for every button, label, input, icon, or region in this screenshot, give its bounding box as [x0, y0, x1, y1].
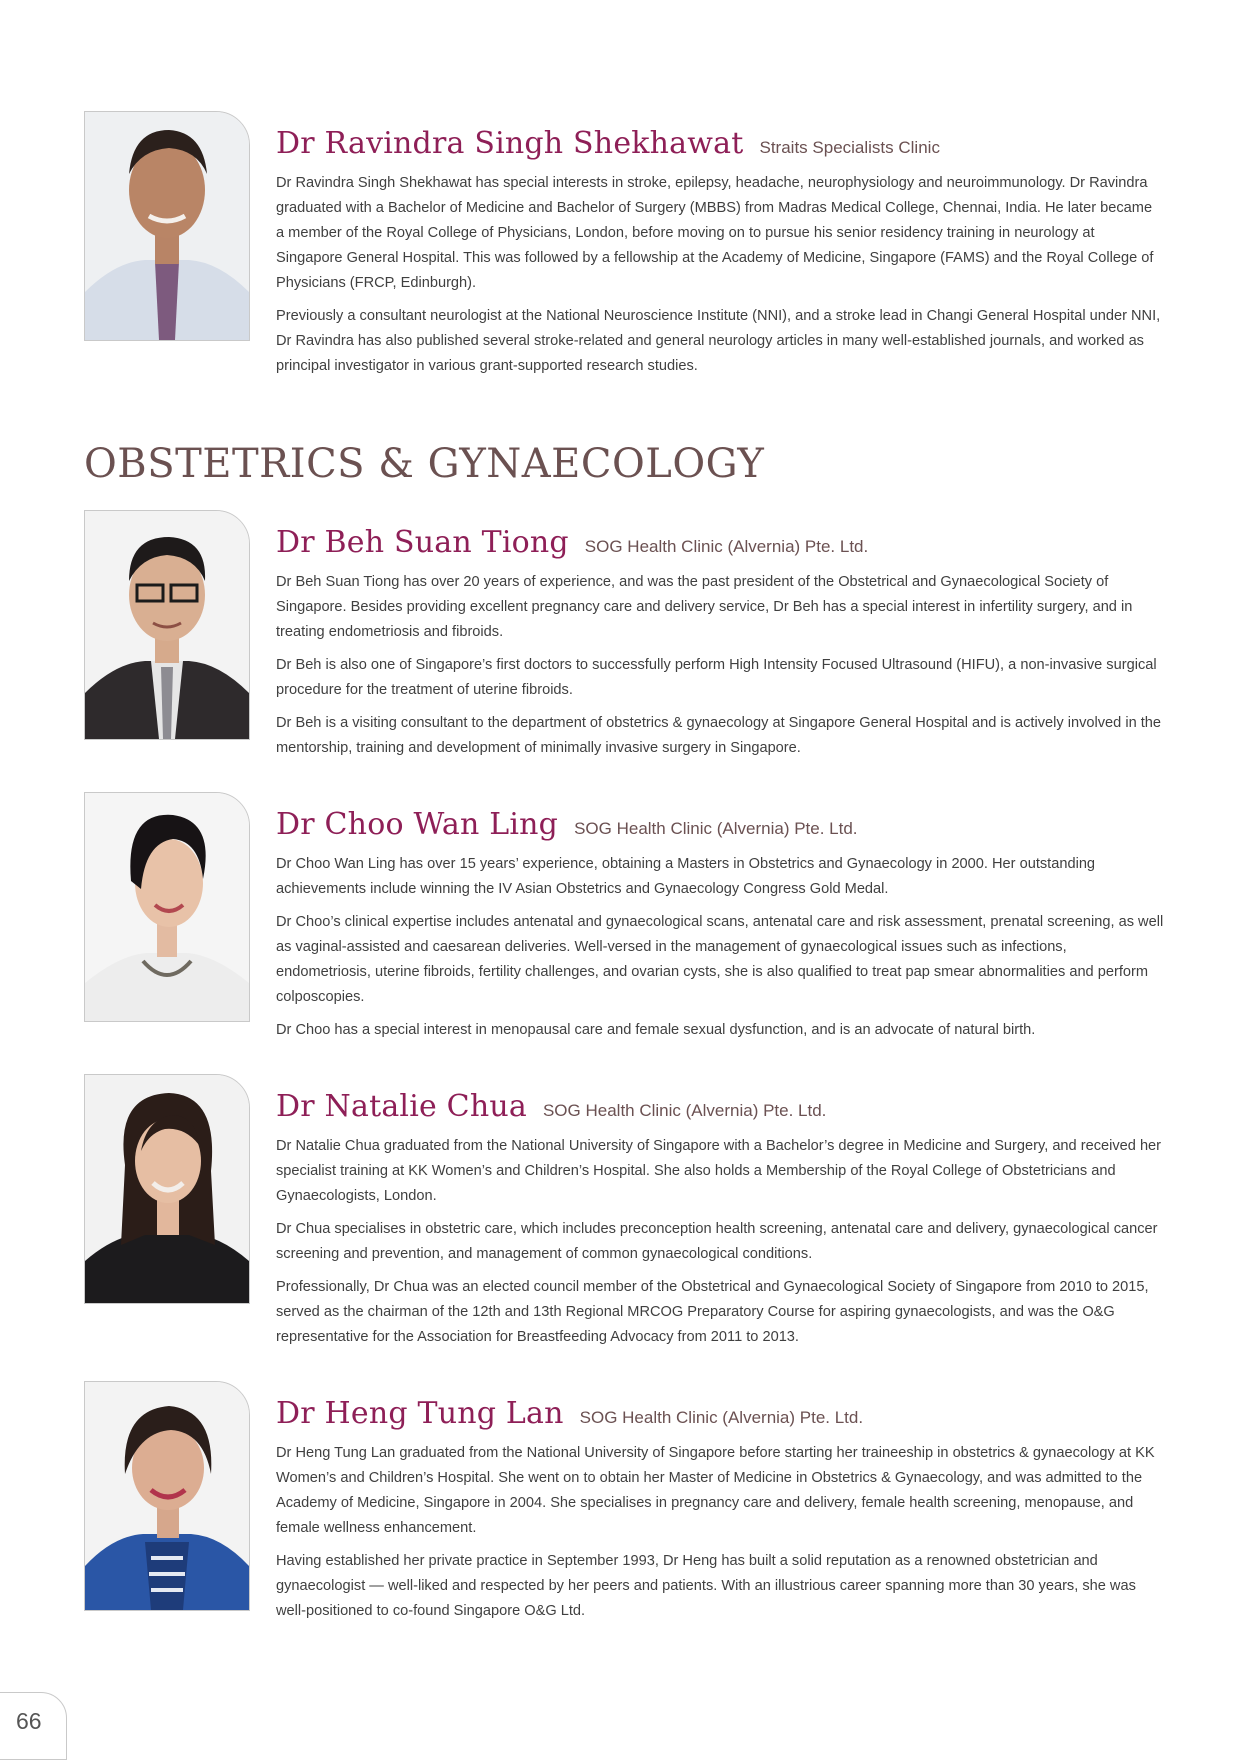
clinic-name: SOG Health Clinic (Alvernia) Pte. Ltd. [579, 1408, 864, 1427]
doctor-heading [276, 126, 1164, 161]
bio-paragraph: Dr Chua specialises in obstetric care, which includes preconception health screening, antenatal care and delivery, gynaecological cancer screening and prevention, and management of common gynaecological conditions. [276, 1221, 1158, 1262]
bio-paragraph: Dr Beh is a visiting consultant to the department of obstetrics & gynaecology at Singapore General Hospital and is actively involved in the mentorship, training and development of minimally invasive surgery in Singapore. [276, 715, 1162, 756]
section-title: OBSTETRICS & GYNAECOLOGY [84, 441, 765, 487]
bio-paragraph: Dr Choo has a special interest in menopausal care and female sexual dysfunction, and is an advocate of natural birth. [276, 1022, 1036, 1038]
doctor-heading [276, 807, 1164, 842]
doctor-photo-choo [84, 792, 250, 1022]
clinic-name: SOG Health Clinic (Alvernia) Pte. Ltd. [584, 537, 869, 556]
doctor-name: Dr Ravindra Singh Shekhawat [276, 126, 744, 161]
bio-paragraph: Dr Beh Suan Tiong has over 20 years of experience, and was the past president of the Obstetrical and Gynaecological Society of Singapore. Besides providing excellent pregnancy care and delivery service, Dr Beh has a special interest in infertility surgery, and in treating endometriosis and fibroids. [276, 574, 1133, 640]
bio-paragraph: Having established her private practice in September 1993, Dr Heng has built a solid reputation as a renowned obstetrician and gynaecologist — well-liked and respected by her peers and patients. With an illustrious career spanning more than 30 years, she was well-positioned to co-found Singapore O&G Ltd. [276, 1553, 1136, 1619]
doctor-photo-ravindra [84, 111, 250, 341]
doctor-heading [276, 525, 1164, 560]
bio-paragraph: Dr Choo’s clinical expertise includes antenatal and gynaecological scans, antenatal care and risk assessment, prenatal screening, as well as vaginal-assisted and caesarean deliveries. Well-versed in the management of gynaecological issues such as infections, endometriosis, uterine fibroids, fertility challenges, and ovarian cysts, she is also qualified to treat pap smear abnormalities and perform colposcopies. [276, 914, 1164, 1005]
doctor-photo-chua [84, 1074, 250, 1304]
clinic-name: SOG Health Clinic (Alvernia) Pte. Ltd. [574, 819, 858, 838]
clinic-name: SOG Health Clinic (Alvernia) Pte. Ltd. [542, 1101, 827, 1120]
doctor-heading [276, 1396, 1164, 1431]
bio-paragraph: Dr Natalie Chua graduated from the National University of Singapore with a Bachelor’s degree in Medicine and Surgery, and received her specialist training at KK Women’s and Children’s Hospital. She also holds a Membership of the Royal College of Obstetricians and Gynaecologists, London. [276, 1138, 1162, 1204]
bio-paragraph: Dr Heng Tung Lan graduated from the National University of Singapore before starting her traineeship in obstetrics & gynaecology at KK Women’s and Children’s Hospital. She went on to obtain her Master of Medicine in Obstetrics & Gynaecology, and was admitted to the Academy of Medicine, Singapore in 2004. She specialises in pregnancy care and delivery, female health screening, menopause, and female wellness enhancement. [276, 1445, 1155, 1536]
clinic-name: Straits Specialists Clinic [759, 138, 940, 157]
doctor-name: Dr Beh Suan Tiong [276, 525, 569, 560]
bio-paragraph: Dr Choo Wan Ling has over 15 years’ experience, obtaining a Masters in Obstetrics and Gynaecology in 2000. Her outstanding achievements include winning the IV Asian Obstetrics and Gynaecology Congress Gold Medal. [276, 856, 1096, 897]
bio-paragraph: Dr Beh is also one of Singapore’s first doctors to successfully perform High Intensity Focused Ultrasound (HIFU), a non-invasive surgical procedure for the treatment of uterine fibroids. [276, 657, 1157, 698]
doctor-name: Dr Choo Wan Ling [276, 807, 559, 842]
bio-paragraph: Professionally, Dr Chua was an elected council member of the Obstetrical and Gynaecological Society of Singapore from 2010 to 2015, served as the chairman of the 12th and 13th Regional MRCOG Preparatory Course for aspiring gynaecologists, and was the O&G representative for the Association for Breastfeeding Advocacy from 2011 to 2013. [276, 1279, 1149, 1345]
doctor-text-heng [276, 1396, 1164, 1632]
doctor-photo-beh [84, 510, 250, 740]
doctor-text-chua [276, 1089, 1164, 1358]
doctor-name: Dr Heng Tung Lan [276, 1396, 564, 1431]
page-number: 66 [16, 1708, 42, 1734]
doctor-text-choo [276, 807, 1164, 1051]
doctor-heading [276, 1089, 1164, 1124]
doctor-text-ravindra [276, 126, 1164, 387]
doctor-photo-heng [84, 1381, 250, 1611]
bio-paragraph: Dr Ravindra Singh Shekhawat has special interests in stroke, epilepsy, headache, neurophysiology and neuroimmunology. Dr Ravindra graduated with a Bachelor of Medicine and Bachelor of Surgery (MBBS) from Madras Medical College, Chennai, India. He later became a member of the Royal College of Physicians, London, before moving on to pursue his senior residency training in neurology at Singapore General Hospital. This was followed by a fellowship at the Academy of Medicine, Singapore (FAMS) and the Royal College of Physicians (FRCP, Edinburgh). [276, 175, 1154, 291]
doctor-text-beh [276, 525, 1164, 769]
bio-paragraph: Previously a consultant neurologist at the National Neuroscience Institute (NNI), and a stroke lead in Changi General Hospital under NNI, Dr Ravindra has also published several stroke-related and general neurology articles in many well-established journals, and worked as principal investigator in various grant-supported research studies. [276, 308, 1161, 374]
doctor-name: Dr Natalie Chua [276, 1089, 527, 1124]
